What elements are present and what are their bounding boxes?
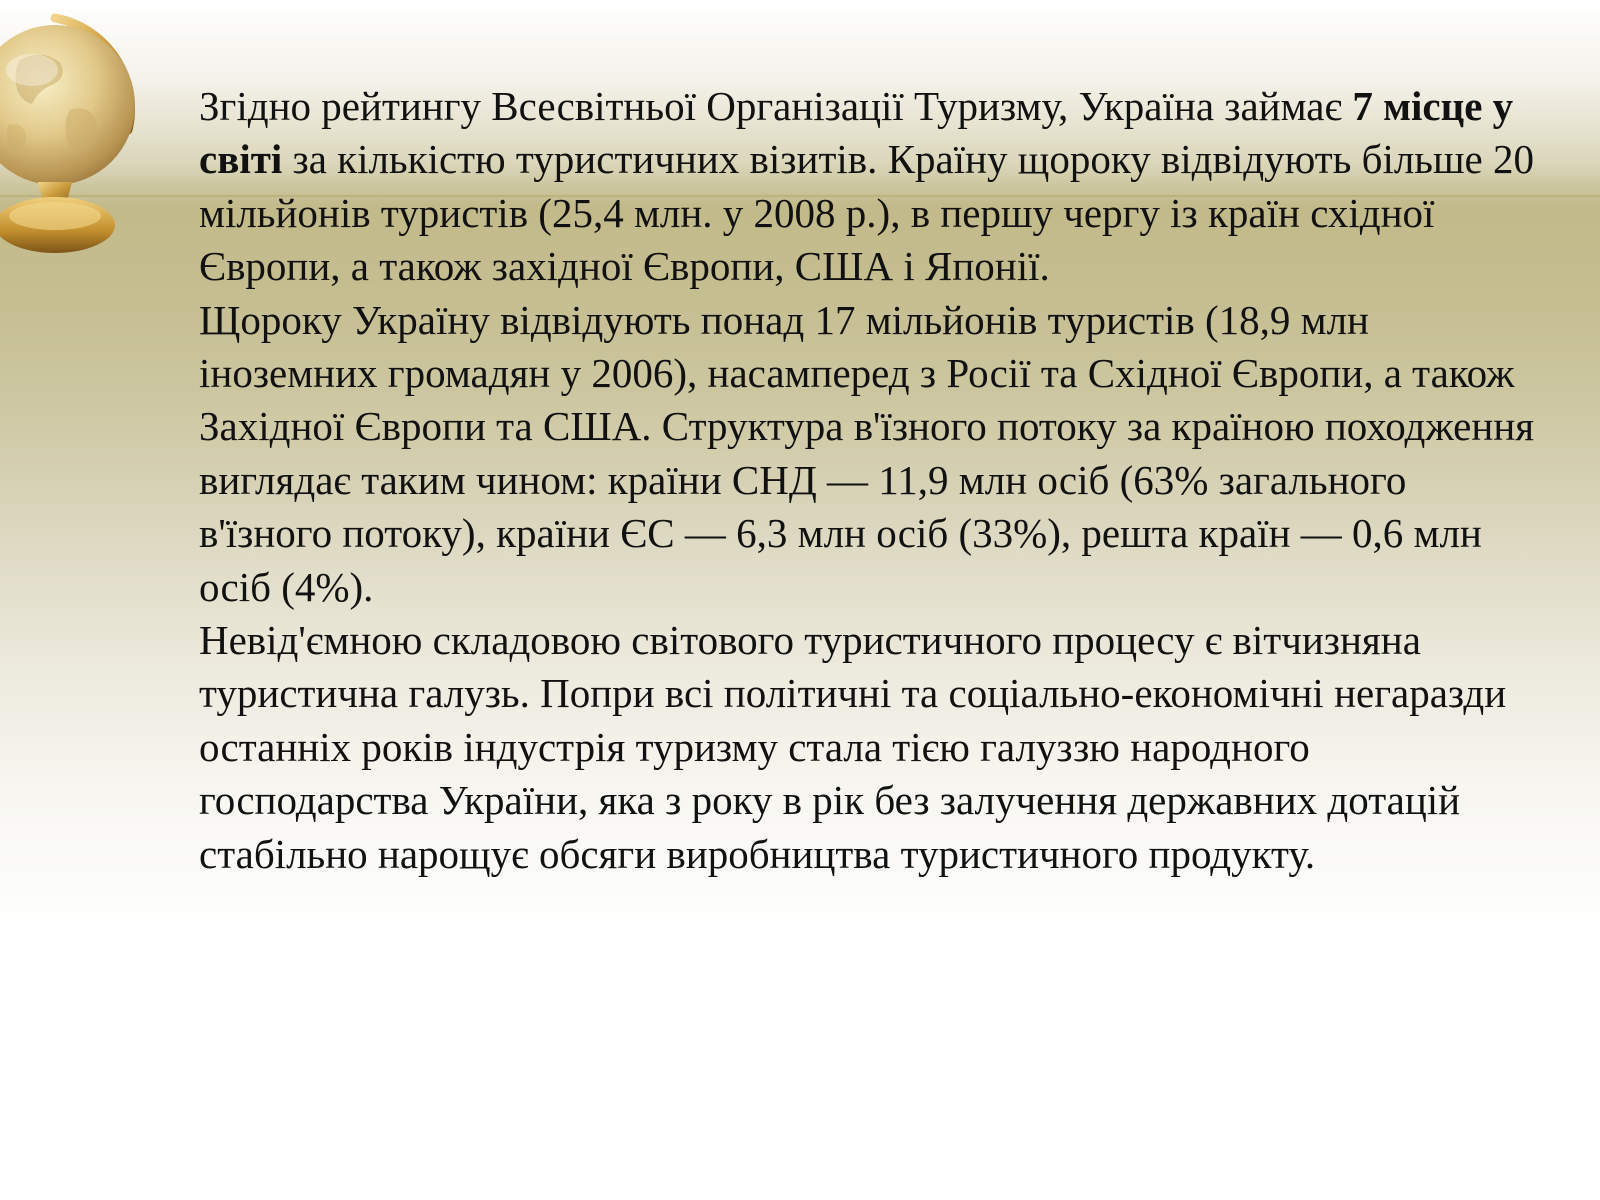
paragraph-1-rest: за кількістю туристичних візитів. Країну щороку відвідують більше 20 мільйонів туристів (25,4 млн. у 2008 р.), в першу чергу із країн східної Європи, а також західної Європи, США і Японії. [199,136,1535,290]
slide-body-text [199,80,1539,881]
paragraph-3: Невід'ємною складовою світового туристичного процесу є вітчизняна туристична галузь. Попри всі політичні та соціально-економічні негаразди останніх років індустрія туризму стала тією галуззю народного господарства України, яка з року в рік без залучення державних дотацій стабільно нарощує обсяги виробництва туристичного продукту. [199,617,1507,877]
paragraph-2: Щороку Україну відвідують понад 17 мільйонів туристів (18,9 млн іноземних громадян у 2006), насамперед з Росії та Східної Європи, а також Західної Європи та США. Структура в'їзного потоку за країною походження виглядає таким чином: країни СНД — 11,9 млн осіб (63% загального в'їзного потоку), країни ЄС — 6,3 млн осіб (33%), решта країн — 0,6 млн осіб (4%). [199,296,1535,610]
paragraph-1 [199,80,1539,294]
globe-icon [0,0,150,265]
paragraph-1-highlight: 7 місце у світі [199,83,1514,183]
paragraph-1-intro: Згідно рейтингу Всесвітньої Організації Туризму, Україна займає [199,83,1353,129]
